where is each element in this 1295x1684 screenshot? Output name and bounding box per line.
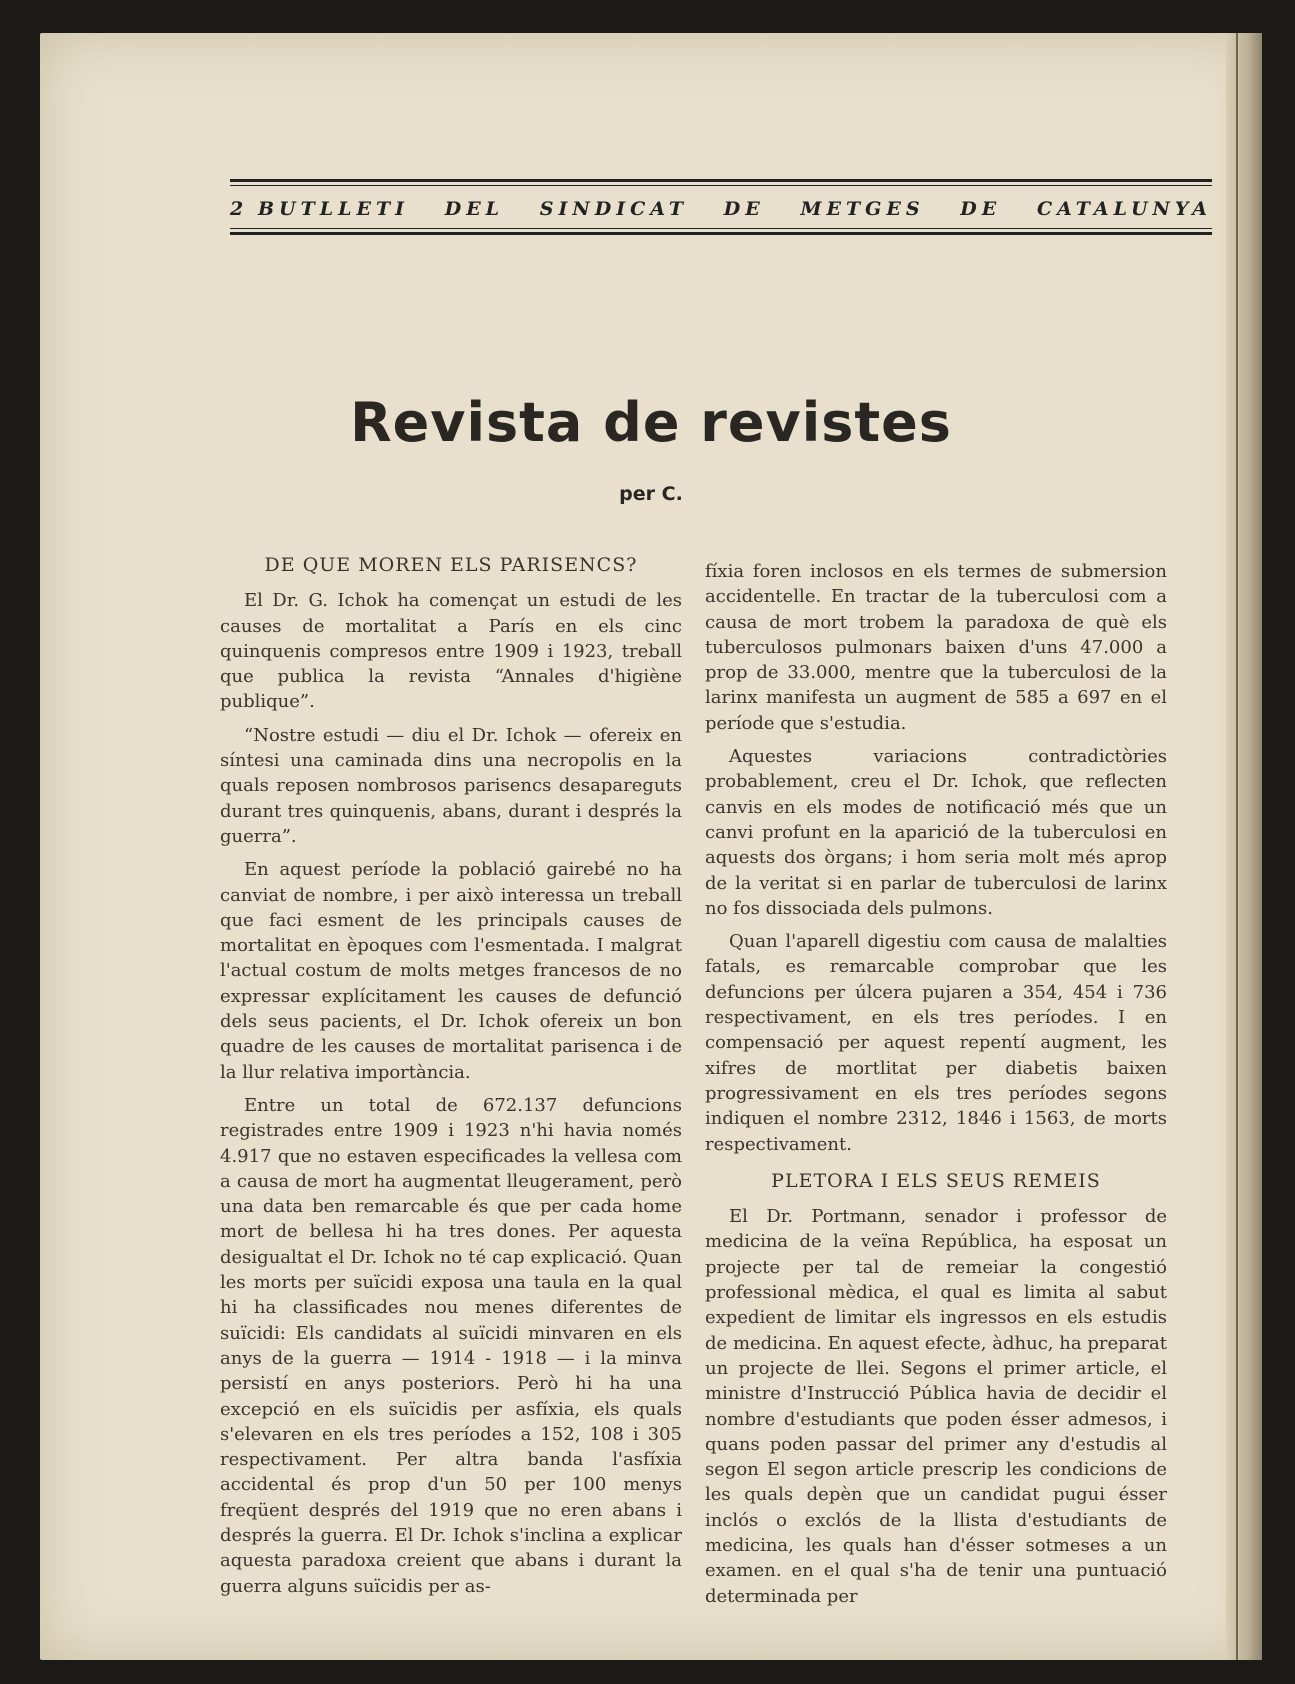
spine-edge (1236, 33, 1238, 1660)
journal-word: SINDICAT (539, 198, 689, 220)
journal-word: BUTLLETI (258, 198, 409, 220)
paragraph: El Dr. G. Ichok ha començat un estudi de les causes de mortalitat a París en els cinc quinquenis compresos entre 1909 i 1923, treball que publica la revista “Annales d'higiène publique”. (220, 590, 682, 713)
header-line (230, 198, 1212, 220)
header-rule-top-thin (230, 185, 1212, 186)
paragraph: fíxia foren inclosos en els termes de submersion accidentelle. En tractar de la tuberculosi com a causa de mort trobem la paradoxa de què els tuberculosos pulmonars baixen d'uns 47.000 a prop de 33.000, mentre que la tuberculosi de la larinx manifesta un augment de 585 a 697 en el període que s'estudia. (705, 561, 1167, 734)
journal-word: CATALUNYA (1036, 198, 1212, 220)
header-rule-bottom (230, 232, 1212, 235)
article-title: Revista de revistes (350, 391, 952, 454)
right-column (705, 559, 1167, 1617)
page-number: 2 (230, 198, 244, 220)
paragraph: El Dr. Portmann, senador i professor de medicina de la veïna República, ha esposat un projecte per tal de remeiar la congestió professional mèdica, el qual es limita al sabut expedient de limitar els ingressos en els estudis de medicina. En aquest efecte, àdhuc, ha preparat un projecte de llei. Segons el primer article, el ministre d'Instrucció Pública havia de decidir el nombre d'estudiants que poden ésser admesos, i quans poden passar del primer any d'estudis al segon El segon article prescrip les condicions de les quals depèn que un candidat pugui ésser inclós o exclós de la llista d'estudiants de medicina, les quals han d'ésser sotmeses a un examen. en el qual s'ha de tenir una puntuació determinada per (705, 1206, 1167, 1607)
header-rule-top (230, 179, 1212, 182)
paragraph: Aquestes variacions contradictòries probablement, creu el Dr. Ichok, que reflecten canvis en els modes de notificació més que un canvi profunt en la aparició de la tuberculosi en aquests dos òrgans; i hom seria molt més aprop de la veritat si en parlar de tuberculosi de larinx no fos dissociada dels pulmons. (705, 746, 1167, 919)
left-column (220, 553, 682, 1607)
book-spine (1226, 33, 1262, 1660)
paragraph: En aquest període la població gairebé no ha canviat de nombre, i per això interessa un treball que faci esment de les principals causes de mortalitat en èpoques com l'esmentada. I malgrat l'actual costum de molts metges francesos de no expressar explícitament les causes de defunció dels seus pacients, el Dr. Ichok ofereix un bon quadre de les causes de mortalitat parisenca i de la llur relativa importància. (220, 859, 682, 1083)
journal-title (258, 198, 1212, 220)
section-heading: PLETORA I ELS SEUS REMEIS (771, 1169, 1101, 1192)
paragraph: “Nostre estudi — diu el Dr. Ichok — ofereix en síntesi una caminada dins una necropolis en la quals reposen nombrosos parisencs desapareguts durant tres quinquenis, abans, durant i després la guerra”. (220, 724, 682, 847)
section-heading: DE QUE MOREN ELS PARISENCS? (264, 554, 638, 576)
paragraph: Quan l'aparell digestiu com causa de malalties fatals, es remarcable comprobar que les defuncions per úlcera pujaren a 354, 454 i 736 respectivament, en els tres períodes. I en compensació per aquest repentí augment, les xifres de mortlitat per diabetis baixen progressivament en els tres períodes segons indiquen el nombre 2312, 1846 i 1563, de morts respectivament. (705, 931, 1167, 1155)
journal-word: DE (723, 198, 765, 220)
journal-word: DE (960, 198, 1002, 220)
header-rule-bottom-thin (230, 228, 1212, 229)
magazine-page (40, 33, 1262, 1660)
journal-word: DEL (444, 198, 505, 220)
running-header (230, 153, 1212, 243)
paragraph: Entre un total de 672.137 defuncions registrades entre 1909 i 1923 n'hi havia només 4.917 que no estaven especificades la vellesa com a causa de mort ha augmentat lleugerament, però una data ben remarcable és que per cada home mort de bellesa hi ha tres dones. Per aquesta desigualtat el Dr. Ichok no té cap explicació. Quan les morts per suïcidi exposa una taula en la qual hi ha classificades nou menes diferentes de suïcidi: Els candidats al suïcidi minvaren en els anys de la guerra — 1914 - 1918 — i la minva persistí en anys posteriors. Però hi ha una excepció en els suïcidis per asfíxia, els quals s'elevaren en els tres períodes a 152, 108 i 305 respectivament. Per altra banda l'asfíxia accidental és prop d'un 50 per 100 menys freqüent després del 1919 que no eren abans i després la guerra. El Dr. Ichok s'inclina a explicar aquesta paradoxa creient que abans i durant la guerra alguns suïcidis per as- (220, 1094, 682, 1597)
article-byline: per C. (619, 483, 683, 505)
journal-word: METGES (800, 198, 925, 220)
